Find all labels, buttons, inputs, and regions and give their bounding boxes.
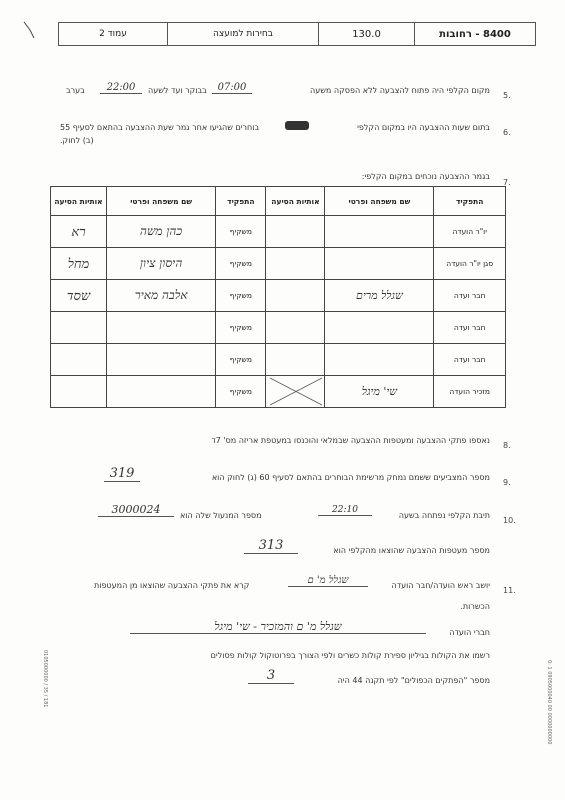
left-margin-code: 0105000000 / 35 / 181 [42, 650, 48, 708]
party-cell [266, 216, 325, 248]
table-row [51, 216, 506, 248]
item10-time: 22:10 [318, 505, 372, 516]
name-cell [325, 344, 434, 376]
item11-doubles: 3 [248, 668, 294, 684]
name-cell: שגלל מרים [325, 280, 434, 312]
table-row [51, 248, 506, 280]
right-margin-code: 0: 1 0905000040 00 0000000000 [546, 660, 552, 745]
party-cell [51, 376, 107, 408]
name-cell: אלבה מאיר [107, 280, 216, 312]
role-cell: חבר ועדה [434, 280, 506, 312]
name-cell: כהן משה [107, 216, 216, 248]
item-number: 6. [503, 128, 511, 137]
name-cell [107, 344, 216, 376]
table-header-row [51, 187, 506, 216]
item10-seal-value: 3000024 [98, 503, 174, 517]
item6-line1: בתום שעות ההצבעה היו במקום הקלפי [357, 123, 490, 132]
header-subject: בחירות למועצה [167, 23, 318, 45]
role-cell: יו"ר הועדה [434, 216, 506, 248]
role-cell: חבר ועדה [434, 344, 506, 376]
item7-text: בגמר ההצבעה נוכחים במקום הקלפי: [361, 172, 490, 181]
item6-line1b: בוחרים שהגיעו אחר גמר שעת ההצבעה בהתאם לסעיף 55 [60, 123, 260, 132]
item9-text: מספר המצביעים ששמם נמחק מרשימת הבוחרים בהתאם לסעיף 60 (ג) לחוק הוא [211, 473, 490, 482]
item6-line2: (ב) לחוק. [60, 136, 94, 145]
item9-value: 319 [104, 466, 140, 482]
item5-to-value: 22:00 [100, 82, 142, 94]
item11-members-label: חברי הועדה [449, 628, 490, 637]
item-number: 8. [503, 441, 511, 450]
column-header: שם משפחה ופרטי [107, 187, 216, 216]
item5-from-label: בבוקר ועד לשעה [148, 86, 207, 95]
party-cell [51, 344, 107, 376]
item5-text: מקום הקלפי היה פתוח להצבעה ללא הפסקה משעה [309, 86, 490, 95]
column-header: התפקיד [216, 187, 266, 216]
item5-from-value: 07:00 [212, 82, 252, 94]
item11-chair-name: שגלל מ' ם [288, 575, 368, 587]
column-header: התפקיד [434, 187, 506, 216]
party-cell [266, 280, 325, 312]
item10-line1: תיבת הקלפי נפתחה בשעה [398, 511, 490, 520]
name-cell [107, 376, 216, 408]
column-header: אותיות הסיעה [51, 187, 107, 216]
name-cell: שי' מיגל [325, 376, 434, 408]
name-cell [107, 312, 216, 344]
item8-text: נאספו פתקי ההצבעה ומעטפות ההצבעה שבמלאי והוכנסו במעטפת אריזה מס' 7ד [211, 436, 490, 445]
item-number: 7. [503, 178, 511, 187]
role-cell: משקיף [216, 248, 266, 280]
item5-suffix: בערב [66, 86, 85, 95]
role-cell: משקיף [216, 312, 266, 344]
role-cell: משקיף [216, 344, 266, 376]
table-row [51, 376, 506, 408]
name-cell [325, 312, 434, 344]
header-page: עמוד 2 [99, 29, 127, 39]
party-cell [266, 248, 325, 280]
crossed-out-cell [266, 376, 325, 408]
party-cell [266, 344, 325, 376]
item11-line4a: מספר "הפתקים הכפולים" לפי תקנה 44 היה [337, 676, 490, 685]
item10-seal-label: מספר המנעול שלה הוא [180, 511, 262, 520]
table-row [51, 344, 506, 376]
table-row [51, 312, 506, 344]
party-cell: שסד [51, 280, 107, 312]
header-bar [58, 22, 536, 46]
party-cell: רא [51, 216, 107, 248]
item-number: 10. [503, 516, 516, 525]
role-cell: משקיף [216, 280, 266, 312]
party-cell: מחל [51, 248, 107, 280]
party-cell [266, 312, 325, 344]
column-header: אותיות הסיעה [266, 187, 325, 216]
role-cell: משקיף [216, 216, 266, 248]
item-number: 11. [503, 586, 516, 595]
party-cell [51, 312, 107, 344]
table-row [51, 280, 506, 312]
name-cell: היסון ציון [107, 248, 216, 280]
item-number: 5. [503, 91, 511, 100]
header-title: 8400 - רחובות [414, 23, 535, 45]
item-number: 9. [503, 478, 511, 487]
corner-pen-mark [22, 20, 42, 40]
committee-table [50, 186, 506, 408]
item11-line1b: קרא את פתקי ההצבעה שהוצאו מן המעטפות [94, 581, 250, 590]
redaction-mark [285, 121, 309, 130]
role-cell: חבר ועדה [434, 312, 506, 344]
item11-line3: רשמו את הקולות בגיליון ספירת קולות כשרים ולפי הצורך בפרוטוקול קולות פסולים [210, 651, 490, 660]
item10-line2: מספר מעטפות ההצבעה שהוצאו מהקלפי הוא [333, 546, 490, 555]
item11-line2: הכשרות. [460, 602, 490, 611]
item10-envelopes: 313 [244, 538, 298, 554]
name-cell [325, 216, 434, 248]
role-cell: מזכיר הועדה [434, 376, 506, 408]
column-header: שם משפחה ופרטי [325, 187, 434, 216]
header-code: 130.0 [318, 23, 414, 45]
item11-line1a: יושב ראש הועדה/חבר הועדה [391, 581, 490, 590]
name-cell [325, 248, 434, 280]
role-cell: משקיף [216, 376, 266, 408]
item11-members-value: שגלל מ' ם והמזכיר - שי' מיגל [130, 620, 426, 634]
role-cell: סגן יו"ר הועדה [434, 248, 506, 280]
cross-out-mark [268, 376, 324, 407]
